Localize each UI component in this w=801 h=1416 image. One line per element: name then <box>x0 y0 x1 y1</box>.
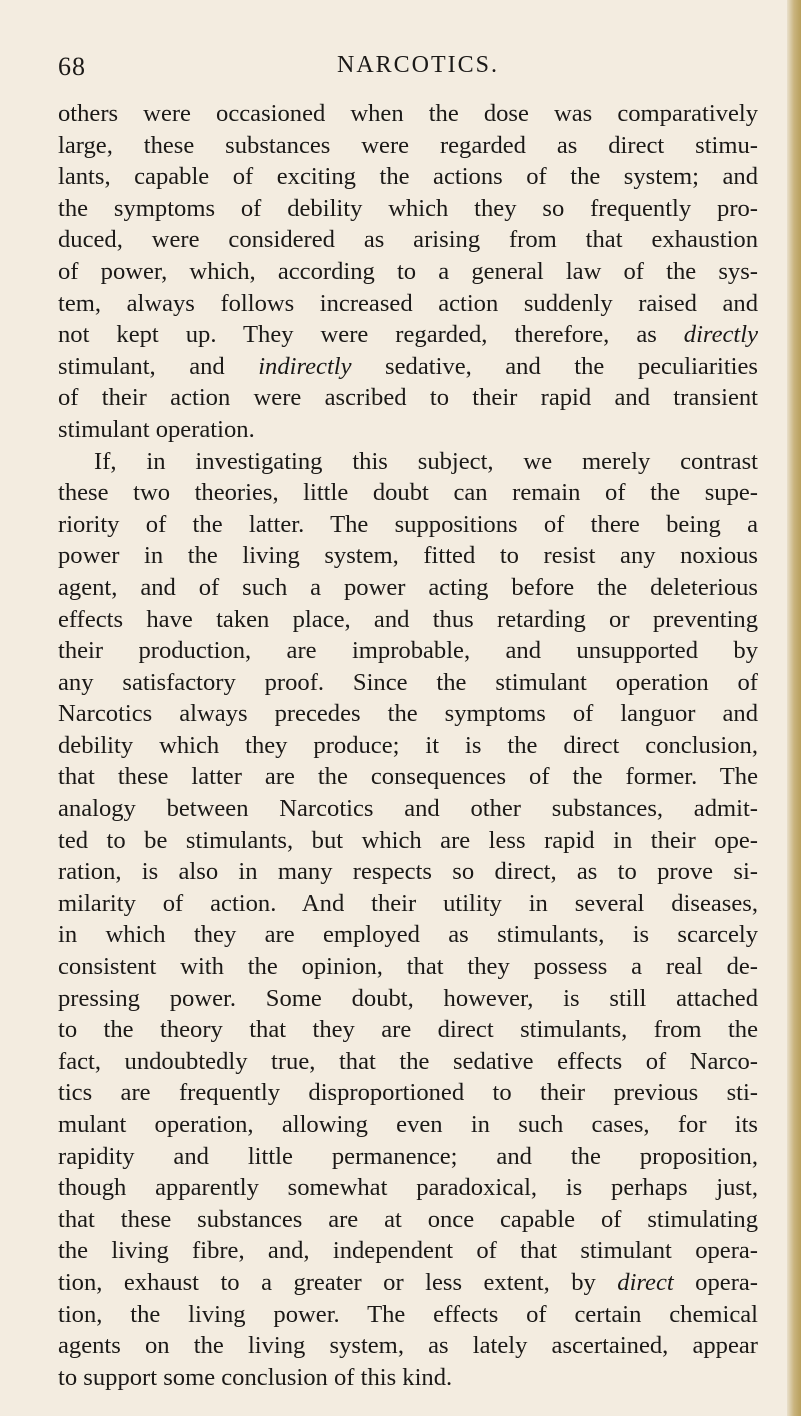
text-segment: that these latter are the consequences of the former. The <box>58 763 758 791</box>
text-line <box>58 509 758 541</box>
italic-text: direct <box>617 1268 674 1296</box>
text-segment: debility which they produce; it is the direct conclusion, <box>58 731 758 759</box>
text-segment: milarity of action. And their utility in several diseases, <box>58 889 758 917</box>
text-segment: large, these substances were regarded as direct stimu- <box>58 131 758 159</box>
text-segment: of power, which, according to a general law of the sys- <box>58 257 758 285</box>
text-line <box>58 825 758 857</box>
text-segment: effects have taken place, and thus retarding or preventing <box>58 605 758 633</box>
text-line <box>58 382 758 414</box>
text-segment: consistent with the opinion, that they possess a real de- <box>58 953 758 981</box>
text-line <box>58 477 758 509</box>
text-segment: not kept up. They were regarded, therefore, as <box>58 321 684 349</box>
text-segment: power in the living system, fitted to resist any noxious <box>58 542 758 570</box>
italic-text: directly <box>683 321 758 349</box>
text-line <box>58 1204 758 1236</box>
text-segment: opera- <box>673 1268 758 1296</box>
text-segment: stimulant, and <box>58 352 259 380</box>
text-line <box>58 856 758 888</box>
text-line <box>58 919 758 951</box>
text-line <box>58 698 758 730</box>
text-line <box>58 319 758 351</box>
text-segment: tem, always follows increased action suddenly raised and <box>58 289 758 317</box>
text-line <box>58 1172 758 1204</box>
text-line <box>58 1077 758 1109</box>
text-line <box>58 1141 758 1173</box>
text-line <box>58 540 758 572</box>
text-segment: tics are frequently disproportioned to their previous sti- <box>58 1079 758 1107</box>
text-line <box>58 256 758 288</box>
page-edge <box>787 0 801 1416</box>
text-line <box>58 793 758 825</box>
text-line <box>58 983 758 1015</box>
text-segment: riority of the latter. The suppositions of there being a <box>58 510 758 538</box>
text-segment: analogy between Narcotics and other substances, admit- <box>58 795 758 823</box>
text-segment: duced, were considered as arising from that exhaustion <box>58 226 758 254</box>
text-line <box>58 1014 758 1046</box>
text-segment: to the theory that they are direct stimulants, from the <box>58 1016 758 1044</box>
text-line <box>58 446 758 478</box>
body-text <box>58 98 758 1393</box>
text-line <box>58 604 758 636</box>
text-line <box>58 98 758 130</box>
text-segment: others were occasioned when the dose was comparatively <box>58 100 758 127</box>
text-line <box>58 667 758 699</box>
text-segment: these two theories, little doubt can remain of the supe- <box>58 479 758 507</box>
text-line <box>58 1299 758 1331</box>
text-segment: fact, undoubtedly true, that the sedative effects of Narco- <box>58 1047 758 1075</box>
text-segment: that these substances are at once capable of stimulating <box>58 1205 758 1233</box>
text-line <box>58 224 758 256</box>
text-segment: stimulant operation. <box>58 415 255 443</box>
running-head: NARCOTICS. <box>336 52 500 78</box>
text-segment: agents on the living system, as lately ascertained, appear <box>58 1332 758 1360</box>
text-segment: If, in investigating this subject, we merely contrast <box>94 447 758 475</box>
text-line <box>58 1109 758 1141</box>
page-number: 68 <box>58 52 86 81</box>
text-line <box>58 193 758 225</box>
text-segment: rapidity and little permanence; and the proposition, <box>58 1142 758 1170</box>
text-line <box>58 572 758 604</box>
text-line <box>58 130 758 162</box>
text-segment: though apparently somewhat paradoxical, is perhaps just, <box>58 1174 758 1202</box>
text-segment: lants, capable of exciting the actions of the system; and <box>58 163 758 191</box>
text-line <box>58 761 758 793</box>
text-segment: the living fibre, and, independent of that stimulant opera- <box>58 1237 758 1265</box>
text-segment: Narcotics always precedes the symptoms of languor and <box>58 700 758 728</box>
text-line <box>58 288 758 320</box>
text-line <box>58 730 758 762</box>
text-line <box>58 888 758 920</box>
text-line <box>58 1235 758 1267</box>
text-segment: their production, are improbable, and unsupported by <box>58 637 758 665</box>
text-line <box>58 1362 758 1394</box>
page-header <box>58 52 758 92</box>
text-segment: tion, exhaust to a greater or less extent, by <box>58 1268 618 1296</box>
text-line <box>58 951 758 983</box>
text-segment: agent, and of such a power acting before the deleterious <box>58 573 758 601</box>
text-segment: pressing power. Some doubt, however, is still attached <box>58 984 758 1012</box>
text-line <box>58 1046 758 1078</box>
italic-text: indirectly <box>258 352 352 380</box>
text-segment: sedative, and the peculiarities <box>351 352 759 380</box>
text-line <box>58 635 758 667</box>
text-line <box>58 414 758 446</box>
text-segment: the symptoms of debility which they so frequently pro- <box>58 194 758 222</box>
text-segment: any satisfactory proof. Since the stimulant operation of <box>58 668 758 696</box>
text-segment: ted to be stimulants, but which are less rapid in their ope- <box>58 826 758 854</box>
text-segment: tion, the living power. The effects of certain chemical <box>58 1300 758 1328</box>
text-line <box>58 1330 758 1362</box>
text-line <box>58 351 758 383</box>
text-segment: in which they are employed as stimulants, is scarcely <box>58 921 758 949</box>
text-line <box>58 161 758 193</box>
text-segment: ration, is also in many respects so direct, as to prove si- <box>58 858 758 886</box>
text-segment: to support some conclusion of this kind. <box>58 1363 453 1391</box>
text-segment: of their action were ascribed to their rapid and transient <box>58 384 758 412</box>
text-segment: mulant operation, allowing even in such cases, for its <box>58 1111 758 1138</box>
text-line <box>58 1267 758 1299</box>
